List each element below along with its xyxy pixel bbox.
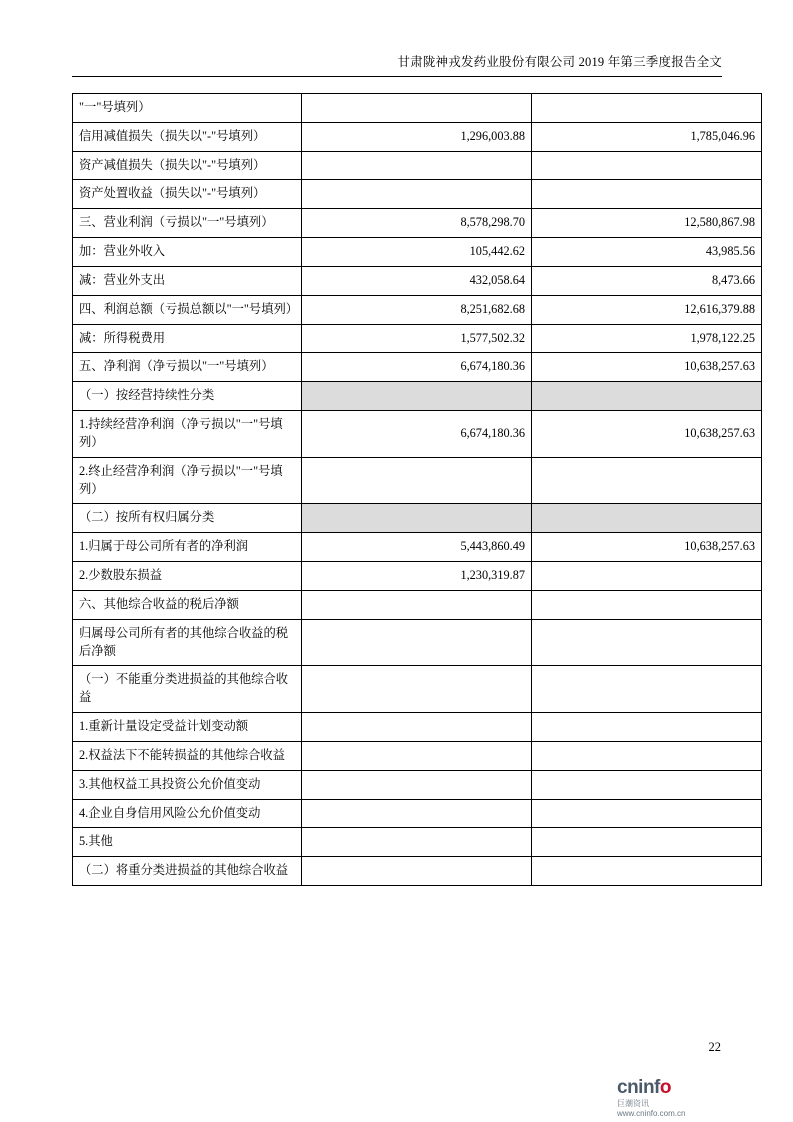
row-label: （一）按经营持续性分类 — [73, 382, 302, 411]
row-value-current-period — [302, 828, 532, 857]
table-row — [73, 619, 762, 666]
row-value-current-period: 1,296,003.88 — [302, 122, 532, 151]
row-value-current-period — [302, 457, 532, 504]
row-value-current-period — [302, 151, 532, 180]
table-row — [73, 94, 762, 123]
row-value-prior-period: 12,616,379.88 — [532, 295, 762, 324]
financial-table-container — [72, 93, 755, 886]
row-value-current-period — [302, 666, 532, 713]
row-label: 减：所得税费用 — [73, 324, 302, 353]
table-row — [73, 857, 762, 886]
row-value-prior-period — [532, 713, 762, 742]
table-row — [73, 457, 762, 504]
row-label: 1.持续经营净利润（净亏损以"一"号填列） — [73, 411, 302, 458]
row-value-prior-period: 10,638,257.63 — [532, 353, 762, 382]
table-row — [73, 533, 762, 562]
logo-subtitle: 巨潮资讯 — [617, 1099, 649, 1108]
row-label: 减：营业外支出 — [73, 266, 302, 295]
row-label: 资产减值损失（损失以"-"号填列） — [73, 151, 302, 180]
row-value-prior-period: 8,473.66 — [532, 266, 762, 295]
row-value-prior-period — [532, 151, 762, 180]
row-label: （一）不能重分类进损益的其他综合收益 — [73, 666, 302, 713]
row-label: 加：营业外收入 — [73, 238, 302, 267]
row-value-current-period: 1,230,319.87 — [302, 562, 532, 591]
row-value-current-period — [302, 94, 532, 123]
row-value-current-period: 1,577,502.32 — [302, 324, 532, 353]
table-row — [73, 590, 762, 619]
row-label: 2.终止经营净利润（净亏损以"一"号填列） — [73, 457, 302, 504]
row-label: 四、利润总额（亏损总额以"一"号填列） — [73, 295, 302, 324]
table-row — [73, 209, 762, 238]
table-row — [73, 324, 762, 353]
row-value-prior-period — [532, 94, 762, 123]
row-label: 信用减值损失（损失以"-"号填列） — [73, 122, 302, 151]
table-row — [73, 741, 762, 770]
row-value-current-period — [302, 590, 532, 619]
row-value-prior-period: 10,638,257.63 — [532, 533, 762, 562]
row-label: 三、营业利润（亏损以"一"号填列） — [73, 209, 302, 238]
row-label: 资产处置收益（损失以"-"号填列） — [73, 180, 302, 209]
row-value-current-period: 105,442.62 — [302, 238, 532, 267]
table-row — [73, 504, 762, 533]
table-row — [73, 180, 762, 209]
row-value-current-period: 6,674,180.36 — [302, 353, 532, 382]
row-value-prior-period — [532, 741, 762, 770]
table-row — [73, 411, 762, 458]
logo-dot: o — [659, 1077, 671, 1098]
table-row — [73, 382, 762, 411]
row-value-current-period — [302, 770, 532, 799]
row-value-current-period: 432,058.64 — [302, 266, 532, 295]
logo-text: cninf — [617, 1077, 660, 1098]
row-value-prior-period: 1,785,046.96 — [532, 122, 762, 151]
header-rule — [72, 76, 722, 77]
table-row — [73, 122, 762, 151]
row-value-prior-period — [532, 857, 762, 886]
row-value-current-period — [302, 619, 532, 666]
row-value-prior-period — [532, 799, 762, 828]
table-row — [73, 562, 762, 591]
row-label: 1.归属于母公司所有者的净利润 — [73, 533, 302, 562]
row-value-prior-period — [532, 666, 762, 713]
logo-url: www.cninfo.com.cn — [617, 1109, 686, 1118]
row-value-prior-period: 43,985.56 — [532, 238, 762, 267]
row-value-current-period: 6,674,180.36 — [302, 411, 532, 458]
table-row — [73, 353, 762, 382]
row-label: （二）将重分类进损益的其他综合收益 — [73, 857, 302, 886]
row-label: 1.重新计量设定受益计划变动额 — [73, 713, 302, 742]
row-label: 3.其他权益工具投资公允价值变动 — [73, 770, 302, 799]
table-row — [73, 828, 762, 857]
row-label: 归属母公司所有者的其他综合收益的税后净额 — [73, 619, 302, 666]
row-value-prior-period — [532, 382, 762, 411]
row-value-prior-period: 1,978,122.25 — [532, 324, 762, 353]
row-value-prior-period — [532, 180, 762, 209]
row-value-current-period: 5,443,860.49 — [302, 533, 532, 562]
row-label: 4.企业自身信用风险公允价值变动 — [73, 799, 302, 828]
page-header: 甘肃陇神戎发药业股份有限公司 2019 年第三季度报告全文 — [397, 55, 722, 69]
row-value-current-period — [302, 504, 532, 533]
page-number: 22 — [708, 1040, 721, 1054]
row-value-current-period: 8,578,298.70 — [302, 209, 532, 238]
row-value-prior-period — [532, 457, 762, 504]
row-value-current-period: 8,251,682.68 — [302, 295, 532, 324]
row-value-prior-period — [532, 619, 762, 666]
row-label: 5.其他 — [73, 828, 302, 857]
row-label: 五、净利润（净亏损以"一"号填列） — [73, 353, 302, 382]
row-value-prior-period: 10,638,257.63 — [532, 411, 762, 458]
row-value-current-period — [302, 857, 532, 886]
logo-wordmark — [617, 1078, 727, 1097]
row-label: 2.权益法下不能转损益的其他综合收益 — [73, 741, 302, 770]
table-row — [73, 770, 762, 799]
row-value-prior-period: 12,580,867.98 — [532, 209, 762, 238]
row-value-current-period — [302, 741, 532, 770]
row-value-prior-period — [532, 590, 762, 619]
row-value-current-period — [302, 382, 532, 411]
row-value-prior-period — [532, 770, 762, 799]
row-label: "一"号填列） — [73, 94, 302, 123]
table-row — [73, 151, 762, 180]
table-row — [73, 799, 762, 828]
row-value-current-period — [302, 180, 532, 209]
row-value-prior-period — [532, 562, 762, 591]
table-row — [73, 295, 762, 324]
table-row — [73, 238, 762, 267]
row-value-prior-period — [532, 828, 762, 857]
row-label: 2.少数股东损益 — [73, 562, 302, 591]
row-value-current-period — [302, 713, 532, 742]
income-statement-table — [72, 93, 762, 886]
table-row — [73, 266, 762, 295]
table-row — [73, 666, 762, 713]
row-value-prior-period — [532, 504, 762, 533]
row-label: 六、其他综合收益的税后净额 — [73, 590, 302, 619]
cninfo-logo — [617, 1078, 727, 1119]
row-value-current-period — [302, 799, 532, 828]
row-label: （二）按所有权归属分类 — [73, 504, 302, 533]
table-row — [73, 713, 762, 742]
